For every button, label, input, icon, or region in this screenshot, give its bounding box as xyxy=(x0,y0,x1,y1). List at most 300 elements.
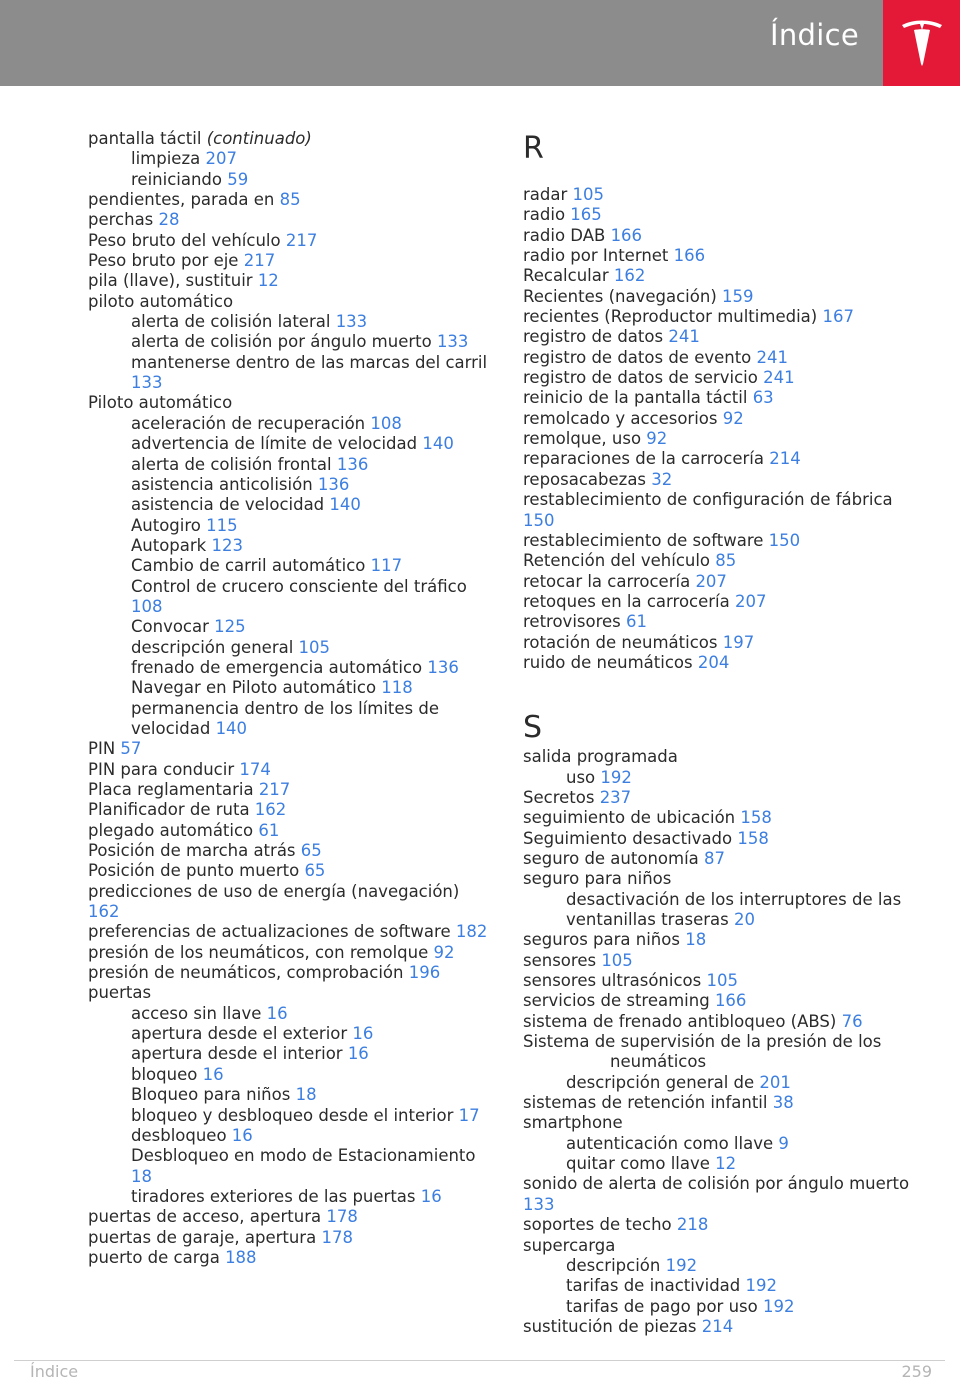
index-entry xyxy=(523,368,923,388)
page-reference-link[interactable]: 133 xyxy=(436,332,469,352)
index-entry-text: reparaciones de la carrocería xyxy=(523,449,770,469)
index-entry xyxy=(523,490,923,531)
index-entry xyxy=(523,1174,923,1215)
index-entry-text: asistencia anticolisión xyxy=(131,474,318,494)
index-subentry xyxy=(88,1065,488,1085)
index-subentry xyxy=(88,638,488,658)
index-entry xyxy=(88,861,488,881)
index-entry-text: Cambio de carril automático xyxy=(131,556,371,576)
index-entry-text: advertencia de límite de velocidad xyxy=(131,434,423,454)
index-entry xyxy=(88,963,488,983)
index-entry-text: recientes (Reproductor multimedia) xyxy=(523,307,823,327)
index-entry-text: Convocar xyxy=(131,617,215,637)
index-column-right xyxy=(523,129,923,1337)
index-subentry xyxy=(88,475,488,495)
index-entry-text: registro de datos de evento xyxy=(523,347,757,367)
index-subentry xyxy=(523,1052,923,1072)
page-reference-link[interactable]: 217 xyxy=(285,230,318,250)
page-reference-link[interactable]: 197 xyxy=(722,632,755,652)
index-entry-text: descripción general de xyxy=(566,1072,760,1092)
page-reference-link[interactable]: 61 xyxy=(626,612,648,632)
index-entry xyxy=(523,1113,923,1133)
index-entry xyxy=(523,991,923,1011)
index-entry xyxy=(523,449,923,469)
page-reference-link[interactable]: 16 xyxy=(420,1186,442,1206)
index-entry-text: presión de los neumáticos, con remolque xyxy=(88,942,434,962)
index-entry xyxy=(523,951,923,971)
page-reference-link[interactable]: 178 xyxy=(326,1207,358,1227)
index-entry-text: sensores ultrasónicos xyxy=(523,971,707,991)
index-entry-text: Recientes (navegación) xyxy=(523,286,722,306)
page-reference-link[interactable]: 105 xyxy=(572,185,605,204)
index-entry-text: autenticación como llave xyxy=(566,1133,779,1153)
page-reference-link[interactable]: 241 xyxy=(756,347,789,367)
index-entry xyxy=(523,409,923,429)
page-reference-link[interactable]: 165 xyxy=(570,205,602,225)
index-entry-text: acceso sin llave xyxy=(131,1003,267,1023)
index-entry-text: registro de datos xyxy=(523,327,669,347)
index-entry xyxy=(88,821,488,841)
index-entry xyxy=(88,841,488,861)
index-subentry xyxy=(523,1297,923,1317)
index-entry xyxy=(523,429,923,449)
page-reference-link[interactable]: 218 xyxy=(676,1215,709,1235)
index-entry-text: ruido de neumáticos xyxy=(523,652,698,672)
index-entry-text: seguros para niños xyxy=(523,930,686,950)
index-entry-text: predicciones de uso de energía (navegación) xyxy=(88,881,460,901)
page-reference-link[interactable]: 118 xyxy=(381,678,413,698)
index-entry xyxy=(523,1093,923,1113)
page-reference-link[interactable]: 166 xyxy=(673,246,706,266)
index-entry xyxy=(88,943,488,963)
index-entry xyxy=(523,1317,923,1337)
index-entry-text: smartphone xyxy=(523,1113,623,1133)
index-entry-text: puerto de carga xyxy=(88,1247,226,1267)
index-entry xyxy=(88,292,488,312)
index-subentry xyxy=(88,699,488,740)
page-reference-link[interactable]: 178 xyxy=(321,1227,353,1247)
index-entry xyxy=(523,572,923,592)
index-entry-text: descripción xyxy=(566,1255,666,1275)
index-entry xyxy=(523,930,923,950)
index-entry-text: Navegar en Piloto automático xyxy=(131,678,382,698)
page-reference-link[interactable]: 207 xyxy=(695,571,727,591)
page-reference-link[interactable]: 32 xyxy=(651,469,673,489)
index-entry-text: puertas de garaje, apertura xyxy=(88,1227,322,1247)
index-subentry xyxy=(88,414,488,434)
page-reference-link[interactable]: 241 xyxy=(763,368,795,388)
index-letter-heading: R xyxy=(523,131,544,166)
index-entry xyxy=(88,739,488,759)
index-entry-text: piloto automático xyxy=(88,291,234,311)
index-subentry xyxy=(523,1256,923,1276)
index-entry-text: aceleración de recuperación xyxy=(131,413,371,433)
index-entry-text: preferencias de actualizaciones de software xyxy=(88,922,456,942)
page-reference-link[interactable]: 38 xyxy=(772,1093,794,1113)
index-entry-text: radio por Internet xyxy=(523,246,674,266)
index-entry-text: descripción general xyxy=(131,637,299,657)
index-entry xyxy=(88,983,488,1003)
index-entry-text: puertas de acceso, apertura xyxy=(88,1207,327,1227)
page-reference-link[interactable]: 192 xyxy=(762,1296,795,1316)
index-entry-text: PIN para conducir xyxy=(88,759,240,779)
index-entry-text: reinicio de la pantalla táctil xyxy=(523,388,753,408)
index-entry-text: retrovisores xyxy=(523,612,627,632)
index-entry xyxy=(88,210,488,230)
index-entry-text: Posición de marcha atrás xyxy=(88,841,301,861)
index-entry xyxy=(523,470,923,490)
page-reference-link[interactable]: 214 xyxy=(701,1316,734,1336)
page-reference-link[interactable]: 150 xyxy=(523,510,555,530)
index-subentry xyxy=(523,890,923,931)
page-reference-link[interactable]: 16 xyxy=(352,1024,374,1044)
page-reference-link[interactable]: 201 xyxy=(759,1072,791,1092)
index-entry-text: seguimiento de ubicación xyxy=(523,808,741,828)
page-reference-link[interactable]: 28 xyxy=(158,210,180,230)
index-entry-text: Desbloqueo en modo de Estacionamiento xyxy=(131,1146,476,1166)
index-entry xyxy=(88,882,488,923)
index-letter-heading: S xyxy=(523,710,543,746)
index-entry-text: sustitución de piezas xyxy=(523,1316,702,1336)
index-entry-text: Peso bruto por eje xyxy=(88,251,244,271)
index-entry xyxy=(523,1215,923,1235)
index-entry xyxy=(88,1248,488,1268)
index-subentry xyxy=(523,1134,923,1154)
index-entry-text: bloqueo xyxy=(131,1064,203,1084)
index-subentry xyxy=(88,658,488,678)
page-reference-link[interactable]: 159 xyxy=(722,286,754,306)
index-entry xyxy=(523,788,923,808)
index-entry xyxy=(523,592,923,612)
index-entry-text: radar xyxy=(523,185,573,204)
index-subentry xyxy=(88,1044,488,1064)
index-entry-text: desbloqueo xyxy=(131,1125,232,1145)
index-entry xyxy=(523,551,923,571)
index-entry-text: presión de neumáticos, comprobación xyxy=(88,963,409,983)
index-entry-text: retoques en la carrocería xyxy=(523,591,735,611)
page-reference-link[interactable]: 20 xyxy=(733,910,755,929)
tesla-logo-icon xyxy=(900,18,944,68)
index-subentry xyxy=(88,536,488,556)
page-reference-link[interactable]: 76 xyxy=(841,1011,863,1031)
page-reference-link[interactable]: 59 xyxy=(227,169,249,189)
index-entry xyxy=(88,922,488,942)
index-entry-text: rotación de neumáticos xyxy=(523,632,723,652)
page-reference-link[interactable]: 162 xyxy=(254,800,287,820)
page-reference-link[interactable]: 65 xyxy=(300,841,322,861)
index-entry-text: seguro de autonomía xyxy=(523,848,705,868)
page-reference-link[interactable]: 207 xyxy=(735,591,767,611)
page-reference-link[interactable]: 63 xyxy=(752,388,774,408)
page-reference-link[interactable]: 207 xyxy=(205,149,237,169)
index-subentry xyxy=(88,1085,488,1105)
index-entry-text: tarifas de inactividad xyxy=(566,1276,746,1296)
index-entry-text: tarifas de pago por uso xyxy=(566,1296,763,1316)
page-reference-link[interactable]: 182 xyxy=(455,922,488,942)
page-reference-link[interactable]: 166 xyxy=(610,225,643,245)
page-reference-link[interactable]: 16 xyxy=(266,1003,288,1023)
page-reference-link[interactable]: 162 xyxy=(88,902,120,922)
index-entry-text: mantenerse dentro de las marcas del carril xyxy=(131,352,488,372)
index-entry-text: registro de datos de servicio xyxy=(523,368,764,388)
index-subentry xyxy=(88,353,488,394)
index-entry xyxy=(88,393,488,413)
index-subentry xyxy=(88,1004,488,1024)
page-reference-link[interactable]: 158 xyxy=(737,828,769,848)
page-reference-link[interactable]: 92 xyxy=(722,408,744,428)
index-entry-text: restablecimiento de configuración de fábrica xyxy=(523,490,893,510)
index-entry xyxy=(523,808,923,828)
page-reference-link[interactable]: 61 xyxy=(258,820,280,840)
index-entry-text: restablecimiento de software xyxy=(523,530,769,550)
index-subentry xyxy=(88,1126,488,1146)
page-reference-link[interactable]: 214 xyxy=(769,449,801,469)
footer-page-number: 259 xyxy=(901,1362,932,1381)
index-entry-text: servicios de streaming xyxy=(523,991,715,1011)
page-reference-link[interactable]: 174 xyxy=(239,759,271,779)
index-entry-text: Autogiro xyxy=(131,515,207,535)
index-entry-text: PIN xyxy=(88,739,121,759)
page-reference-link[interactable]: 92 xyxy=(433,942,455,962)
index-entry xyxy=(523,1032,923,1052)
index-entry xyxy=(523,869,923,889)
index-entry-text: pantalla táctil xyxy=(88,129,207,148)
page-reference-link[interactable]: 18 xyxy=(131,1166,152,1186)
index-entry-text: Bloqueo para niños xyxy=(131,1085,296,1105)
page-reference-link[interactable]: 237 xyxy=(599,787,632,807)
index-entry xyxy=(523,653,923,673)
index-subentry xyxy=(88,455,488,475)
index-entry-text: sistema de frenado antibloqueo (ABS) xyxy=(523,1011,842,1031)
page-reference-link[interactable]: 18 xyxy=(685,930,707,950)
index-subentry xyxy=(523,1276,923,1296)
index-entry-text: quitar como llave xyxy=(566,1154,716,1174)
footer-section-label: Índice xyxy=(30,1362,79,1381)
index-entry xyxy=(523,226,923,246)
page-reference-link[interactable]: 108 xyxy=(370,413,402,433)
footer-divider xyxy=(14,1360,945,1361)
index-entry xyxy=(523,829,923,849)
index-subentry xyxy=(88,556,488,576)
page-reference-link[interactable]: 57 xyxy=(120,739,142,759)
page-reference-link[interactable]: 192 xyxy=(665,1255,698,1275)
page-reference-link[interactable]: 65 xyxy=(304,861,326,881)
page-reference-link[interactable]: 16 xyxy=(202,1064,224,1084)
index-column-left xyxy=(88,129,488,1268)
index-entry xyxy=(523,205,923,225)
index-subentry xyxy=(88,516,488,536)
page-reference-link[interactable]: 192 xyxy=(745,1276,778,1296)
continued-label: (continuado) xyxy=(206,129,312,148)
index-subentry xyxy=(88,1024,488,1044)
page-reference-link[interactable]: 12 xyxy=(715,1154,737,1174)
page-reference-link[interactable]: 166 xyxy=(714,991,747,1011)
index-entry-text: neumáticos xyxy=(610,1052,707,1072)
index-entry-text: sistemas de retención infantil xyxy=(523,1093,773,1113)
index-entry xyxy=(523,612,923,632)
index-entry-text: alerta de colisión por ángulo muerto xyxy=(131,332,437,352)
index-subentry xyxy=(88,678,488,698)
index-entry-text: tiradores exteriores de las puertas xyxy=(131,1186,421,1206)
page-reference-link[interactable]: 140 xyxy=(215,718,248,738)
index-entry xyxy=(88,271,488,291)
page-reference-link[interactable]: 17 xyxy=(458,1105,480,1125)
index-entry-text: Seguimiento desactivado xyxy=(523,828,738,848)
index-entry-text: remolque, uso xyxy=(523,429,647,449)
index-entry xyxy=(88,780,488,800)
index-entry xyxy=(523,287,923,307)
index-entry-text: plegado automático xyxy=(88,820,259,840)
index-entry-text: salida programada xyxy=(523,747,678,767)
page-reference-link[interactable]: 133 xyxy=(131,373,163,393)
page-reference-link[interactable]: 105 xyxy=(706,971,738,991)
page-reference-link[interactable]: 241 xyxy=(668,327,700,347)
index-entry xyxy=(88,800,488,820)
page-header xyxy=(0,0,960,86)
index-subentry xyxy=(88,332,488,352)
index-entry xyxy=(88,1207,488,1227)
index-entry-text: Posición de punto muerto xyxy=(88,861,305,881)
index-entry-text: reiniciando xyxy=(131,169,228,189)
index-entry-text: alerta de colisión frontal xyxy=(131,454,337,474)
index-entry-text: apertura desde el interior xyxy=(131,1044,348,1064)
index-entry-text: Sistema de supervisión de la presión de los xyxy=(523,1032,882,1052)
index-entry xyxy=(523,1012,923,1032)
index-entry-text: Recalcular xyxy=(523,266,614,286)
index-entry-text: Piloto automático xyxy=(88,393,233,413)
index-entry xyxy=(523,531,923,551)
index-entry-text: perchas xyxy=(88,210,159,230)
index-subentry xyxy=(523,768,923,788)
page-title: Índice xyxy=(770,18,859,52)
index-entry-text: pendientes, parada en xyxy=(88,190,280,210)
page-reference-link[interactable]: 136 xyxy=(427,657,459,677)
page-reference-link[interactable]: 167 xyxy=(822,307,854,327)
page-reference-link[interactable]: 12 xyxy=(257,271,279,291)
index-entry xyxy=(523,849,923,869)
index-entry xyxy=(523,388,923,408)
page-reference-link[interactable]: 16 xyxy=(347,1044,369,1064)
index-entry xyxy=(88,231,488,251)
index-entry-text: sensores xyxy=(523,950,602,970)
page-reference-link[interactable]: 140 xyxy=(422,434,454,454)
index-entry-text: supercarga xyxy=(523,1235,616,1255)
page-reference-link[interactable]: 204 xyxy=(697,652,730,672)
page-reference-link[interactable]: 125 xyxy=(214,617,246,637)
index-entry-text: Secretos xyxy=(523,787,600,807)
page-reference-link[interactable]: 16 xyxy=(231,1125,253,1145)
page-reference-link[interactable]: 136 xyxy=(317,474,350,494)
index-entry xyxy=(523,633,923,653)
index-entry xyxy=(88,1228,488,1248)
page-reference-link[interactable]: 217 xyxy=(243,251,276,271)
index-subentry xyxy=(88,1187,488,1207)
page-reference-link[interactable]: 9 xyxy=(778,1133,789,1153)
page-reference-link[interactable]: 162 xyxy=(613,266,646,286)
index-subentry xyxy=(88,495,488,515)
index-entry-text: bloqueo y desbloqueo desde el interior xyxy=(131,1105,459,1125)
index-entry-text: seguro para niños xyxy=(523,869,672,889)
index-subentry xyxy=(88,170,488,190)
index-entry xyxy=(88,760,488,780)
index-entry-text: alerta de colisión lateral xyxy=(131,312,336,332)
index-entry-text: remolcado y accesorios xyxy=(523,408,723,428)
page-reference-link[interactable]: 92 xyxy=(646,429,668,449)
index-entry-text: Autopark xyxy=(131,535,212,555)
index-subentry xyxy=(88,577,488,618)
index-entry-text: Retención del vehículo xyxy=(523,551,716,571)
index-entry xyxy=(88,190,488,210)
index-subentry xyxy=(88,1106,488,1126)
index-subentry xyxy=(523,1154,923,1174)
index-entry xyxy=(523,266,923,286)
index-entry xyxy=(523,246,923,266)
index-entry xyxy=(523,1236,923,1256)
index-entry-text: uso xyxy=(566,767,601,787)
index-entry-text: puertas xyxy=(88,983,152,1003)
page-reference-link[interactable]: 158 xyxy=(740,808,772,828)
page-reference-link[interactable]: 115 xyxy=(206,515,238,535)
index-entry xyxy=(88,129,488,149)
index-subentry xyxy=(88,434,488,454)
index-entry-text: radio DAB xyxy=(523,225,611,245)
index-entry-text: limpieza xyxy=(131,149,206,169)
index-entry-text: asistencia de velocidad xyxy=(131,495,330,515)
index-entry-text: pila (llave), sustituir xyxy=(88,271,258,291)
page-reference-link[interactable]: 196 xyxy=(408,963,441,983)
index-entry-text: reposacabezas xyxy=(523,469,652,489)
index-entry xyxy=(523,185,923,205)
index-entry-text: Peso bruto del vehículo xyxy=(88,230,286,250)
page-reference-link[interactable]: 150 xyxy=(768,530,801,550)
page-reference-link[interactable]: 217 xyxy=(258,780,291,799)
index-entry-text: desactivación de los interruptores de las ventanillas traseras xyxy=(566,889,902,929)
index-entry-text: permanencia dentro de los límites de velocidad xyxy=(131,698,439,738)
page-reference-link[interactable]: 105 xyxy=(601,950,633,970)
index-entry-text: retocar la carrocería xyxy=(523,571,696,591)
index-entry-text: frenado de emergencia automático xyxy=(131,657,428,677)
page-reference-link[interactable]: 133 xyxy=(523,1194,555,1214)
index-subentry xyxy=(88,1146,488,1187)
index-entry xyxy=(88,251,488,271)
page-reference-link[interactable]: 85 xyxy=(279,190,301,210)
page-reference-link[interactable]: 85 xyxy=(715,551,737,571)
page-reference-link[interactable]: 188 xyxy=(225,1247,257,1267)
index-subentry xyxy=(88,617,488,637)
page-reference-link[interactable]: 123 xyxy=(211,535,243,555)
index-entry xyxy=(523,971,923,991)
page-reference-link[interactable]: 87 xyxy=(704,848,726,868)
index-entry-text: apertura desde el exterior xyxy=(131,1024,353,1044)
index-subentry xyxy=(88,149,488,169)
index-entry-text: sonido de alerta de colisión por ángulo muerto xyxy=(523,1174,910,1194)
index-subentry xyxy=(523,1073,923,1093)
index-subentry xyxy=(88,312,488,332)
page-reference-link[interactable]: 140 xyxy=(329,495,361,515)
index-entry-text: radio xyxy=(523,205,571,225)
page-reference-link[interactable]: 133 xyxy=(335,312,368,332)
index-entry xyxy=(523,348,923,368)
page-reference-link[interactable]: 117 xyxy=(370,556,403,576)
index-entry xyxy=(523,307,923,327)
page-reference-link[interactable]: 105 xyxy=(298,637,331,657)
page-reference-link[interactable]: 18 xyxy=(295,1085,317,1105)
index-entry-text: Planificador de ruta xyxy=(88,800,255,820)
index-entry xyxy=(523,747,923,767)
page-reference-link[interactable]: 136 xyxy=(336,454,369,474)
page-reference-link[interactable]: 108 xyxy=(131,596,163,616)
page-reference-link[interactable]: 192 xyxy=(600,767,632,787)
